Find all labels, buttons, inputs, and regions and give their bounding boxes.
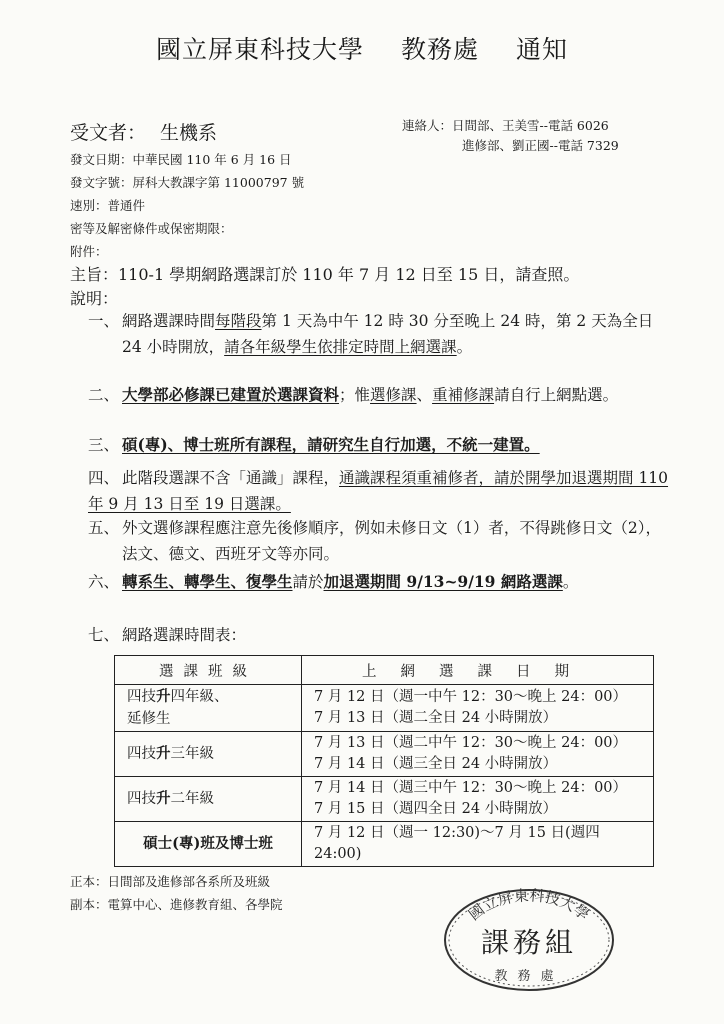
table-row [115, 822, 654, 867]
class-cell: 碩士(專)班及博士班 [115, 822, 302, 867]
item-text-underlined: 每階段 [215, 312, 262, 330]
item-text-underlined: 通識課程須重補修者，請於開學加退選期間 110 年 9 月 13 日至 19 日選課。 [88, 469, 669, 513]
item-text-underlined: 請各年級學生依排定時間上網選課 [224, 338, 457, 356]
item-number: 四、 [88, 469, 120, 487]
seal-bottom-text: 教務處 [494, 969, 564, 984]
item-text: 請於 [292, 573, 324, 591]
item-text: 。 [562, 573, 579, 591]
item-text: 請自行上網點選。 [494, 386, 619, 404]
table-row [115, 685, 654, 732]
list-item [88, 382, 673, 408]
urgency: 速別：普通件 [70, 198, 146, 213]
document-number: 發文字號：屏科大教課字第 11000797 號 [70, 175, 305, 190]
document-type: 通知 [515, 35, 568, 64]
table-row [115, 777, 654, 822]
subject-line: 主旨：110-1 學期網路選課訂於 110 年 7 月 12 日至 15 日，請查照。 [70, 265, 580, 284]
recipient-value: 生機系 [160, 122, 218, 144]
schedule-table [114, 655, 654, 867]
item-text-bold: 大學部必修課已建置於選課資料 [122, 385, 340, 404]
recipient-label: 受文者： [70, 122, 147, 144]
item-text: 、 [416, 386, 433, 404]
item-text-underlined: 重補修課 [432, 386, 495, 404]
item-text-bold: 碩(專)、博士班所有課程，請研究生自行加選，不統一建置。 [122, 435, 540, 454]
item-number: 二、 [88, 386, 120, 404]
item-number: 五、 [88, 519, 120, 537]
attachments: 附件： [70, 244, 108, 259]
list-item [88, 515, 673, 567]
date-cell: 7 月 13 日（週二中午 12：30～晚上 24：00） 7 月 14 日（週三全日 24 小時開放） [302, 732, 654, 777]
column-header-date: 上網選課日期 [302, 656, 654, 685]
table-header-row [115, 656, 654, 685]
recipient [70, 118, 217, 145]
copy-recipients: 副本：電算中心、進修教育組、各學院 [70, 897, 283, 912]
class-cell: 四技升三年級 [115, 732, 302, 777]
issue-date: 發文日期：中華民國 110 年 6 月 16 日 [70, 152, 292, 167]
class-cell: 四技升二年級 [115, 777, 302, 822]
list-item [88, 308, 673, 360]
list-item [88, 465, 673, 517]
explanation-label: 說明： [70, 289, 119, 308]
item-text: 此階段選課不含「通識」課程， [122, 469, 340, 487]
item-number: 三、 [88, 436, 120, 454]
item-text-underlined: 選修課 [370, 386, 417, 404]
original-recipients: 正本：日間部及進修部各系所及班級 [70, 874, 271, 889]
item-number: 一、 [88, 312, 120, 330]
item-text: 第 1 天為中午 12 時 30 分至晚上 24 時，第 2 天為全日 24 小時開放， [122, 312, 654, 356]
item-number: 七、 [88, 626, 120, 644]
contact-block [402, 116, 619, 156]
item-number: 六、 [88, 573, 120, 591]
list-item [88, 569, 673, 595]
seal-top-text: 國立屏東科技大學 [465, 886, 593, 924]
item-text: 網路選課時間表： [122, 626, 247, 644]
item-text-bold: 轉系生、轉學生、復學生 [122, 572, 293, 591]
list-item [88, 432, 673, 458]
confidentiality: 密等及解密條件或保密期限： [70, 221, 233, 236]
item-text: 網路選課時間 [122, 312, 216, 330]
official-seal [440, 880, 618, 992]
date-cell: 7 月 12 日（週一 12:30)～7 月 15 日(週四 24:00) [302, 822, 654, 867]
office-name: 教務處 [400, 35, 479, 64]
document-title [0, 30, 724, 66]
item-text: 外文選修課程應注意先後修順序，例如未修日文（1）者，不得跳修日文（2），法文、德文、西班牙文等亦同。 [122, 519, 661, 563]
date-cell: 7 月 12 日（週一中午 12：30～晚上 24：00） 7 月 13 日（週二全日 24 小時開放） [302, 685, 654, 732]
item-text: 。 [456, 338, 473, 356]
column-header-class: 選課班級 [115, 656, 302, 685]
contact-line: 進修部、劉正國--電話 7329 [462, 138, 619, 153]
table-row [115, 732, 654, 777]
class-cell: 四技升四年級、 延修生 [115, 685, 302, 732]
seal-center-text: 課務組 [480, 926, 578, 959]
item-text: ；惟 [339, 386, 371, 404]
item-text-bold: 加退選期間 9/13~9/19 網路選課 [323, 572, 563, 591]
list-item [88, 622, 673, 648]
school-name: 國立屏東科技大學 [156, 35, 365, 64]
date-cell: 7 月 14 日（週三中午 12：30～晚上 24：00） 7 月 15 日（週四全日 24 小時開放） [302, 777, 654, 822]
contact-line: 連絡人：日間部、王美雪--電話 6026 [402, 118, 609, 133]
